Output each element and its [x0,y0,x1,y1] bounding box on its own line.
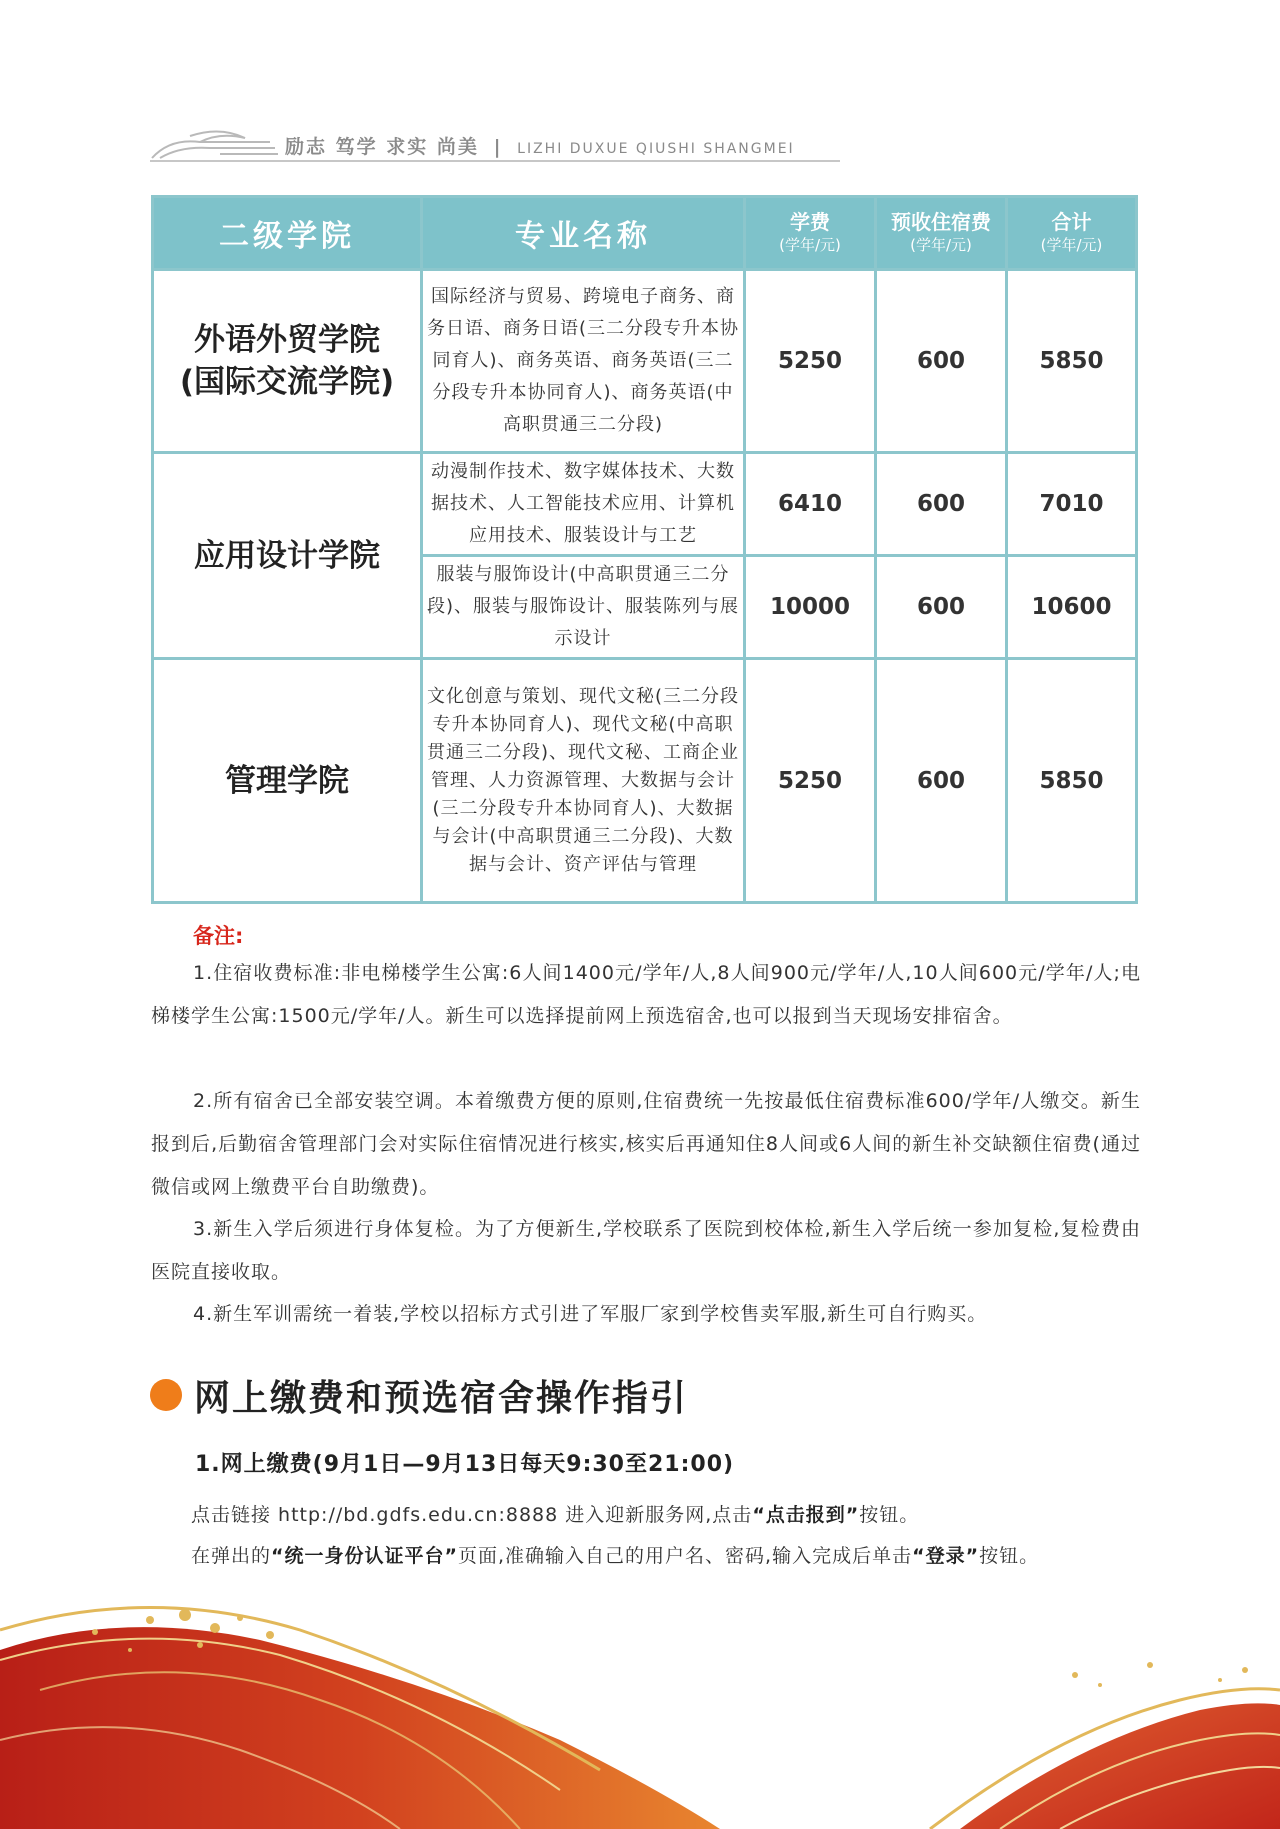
page-header [150,128,840,166]
motto-word: 励志 [285,136,328,158]
header-dorm-fee: 预收住宿费 (学年/元) [876,197,1007,270]
majors-cell: 文化创意与策划、现代文秘(三二分段专升本协同育人)、现代文秘(中高职贯通三二分段)、现代文秘、工商企业管理、人力资源管理、大数据与会计(三二分段专升本协同育人)、大数据与会计(中高职贯通三二分段)、大数据与会计、资产评估与管理 [422,659,745,903]
tuition-cell: 6410 [745,453,876,556]
header-motto [285,132,795,159]
motto-word: 笃学 [335,136,378,158]
notes-title: 备注: [193,924,244,948]
table-row [153,453,1137,556]
dorm-fee-cell: 600 [876,556,1007,659]
header-tuition: 学费 (学年/元) [745,197,876,270]
note-item: 1.住宿收费标准:非电梯楼学生公寓:6人间1400元/学年/人,8人间900元/学年/人,10人间600元/学年/人;电梯楼学生公寓:1500元/学年/人。新生可以选择提前网上预选宿舍,也可以报到当天现场安排宿舍。 [151,962,1141,1027]
table-row [153,270,1137,453]
total-cell: 5850 [1007,659,1137,903]
total-cell: 10600 [1007,556,1137,659]
table-header-row [153,197,1137,270]
step1-title: 1.网上缴费(9月1日—9月13日每天9:30至21:00) [195,1452,735,1477]
note-item: 2.所有宿舍已全部安装空调。本着缴费方便的原则,住宿费统一先按最低住宿费标准600/学年/人缴交。新生报到后,后勤宿舍管理部门会对实际住宿情况进行核实,核实后再通知住8人间或6人间的新生补交缺额住宿费(通过微信或网上缴费平台自助缴费)。 [151,1090,1141,1198]
dorm-fee-cell: 600 [876,659,1007,903]
motto-word: 尚美 [436,136,479,158]
header-college: 二级学院 [153,197,422,270]
guide-title: 网上缴费和预选宿舍操作指引 [194,1378,689,1419]
majors-cell: 服装与服饰设计(中高职贯通三二分段)、服装与服饰设计、服装陈列与展示设计 [422,556,745,659]
header-rule [150,160,840,162]
fee-table [151,195,1138,904]
table-row [153,659,1137,903]
majors-cell: 动漫制作技术、数字媒体技术、大数据技术、人工智能技术应用、计算机应用技术、服装设计与工艺 [422,453,745,556]
note-item: 3.新生入学后须进行身体复检。为了方便新生,学校联系了医院到校体检,新生入学后统一参加复检,复检费由医院直接收取。 [151,1218,1141,1283]
motto-word: 求实 [386,136,429,158]
instruction-text: 按钮。 [859,1504,920,1526]
header-separator: | [493,136,503,158]
report-button-label: “点击报到” [752,1504,860,1526]
step1-instruction-1 [191,1500,919,1527]
auth-platform-label: “统一身份认证平台” [271,1545,458,1567]
footer-wave-decoration [0,1590,1280,1829]
majors-cell: 国际经济与贸易、跨境电子商务、商务日语、商务日语(三二分段专升本协同育人)、商务英语、商务英语(三二分段专升本协同育人)、商务英语(中高职贯通三二分段) [422,270,745,453]
tuition-cell: 10000 [745,556,876,659]
note-item: 4.新生军训需统一着装,学校以招标方式引进了军服厂家到学校售卖军服,新生可自行购买。 [193,1303,988,1325]
tuition-cell: 5250 [745,270,876,453]
college-cell: 应用设计学院 [153,453,422,659]
header-wave-decoration [150,128,280,162]
total-cell: 7010 [1007,453,1137,556]
motto-english: LIZHI DUXUE QIUSHI SHANGMEI [517,141,795,157]
college-cell: 外语外贸学院 (国际交流学院) [153,270,422,453]
instruction-text: 页面,准确输入自己的用户名、密码,输入完成后单击 [458,1545,913,1567]
instruction-text: 点击链接 http://bd.gdfs.edu.cn:8888 进入迎新服务网,点击 [191,1504,753,1526]
header-major: 专业名称 [422,197,745,270]
instruction-text: 在弹出的 [191,1545,272,1567]
dorm-fee-cell: 600 [876,270,1007,453]
tuition-cell: 5250 [745,659,876,903]
step1-instruction-2 [191,1541,1039,1568]
login-button-label: “登录” [912,1545,980,1567]
instruction-text: 按钮。 [979,1545,1040,1567]
header-total: 合计 (学年/元) [1007,197,1137,270]
dorm-fee-cell: 600 [876,453,1007,556]
bullet-dot-icon [150,1379,182,1411]
total-cell: 5850 [1007,270,1137,453]
college-cell: 管理学院 [153,659,422,903]
